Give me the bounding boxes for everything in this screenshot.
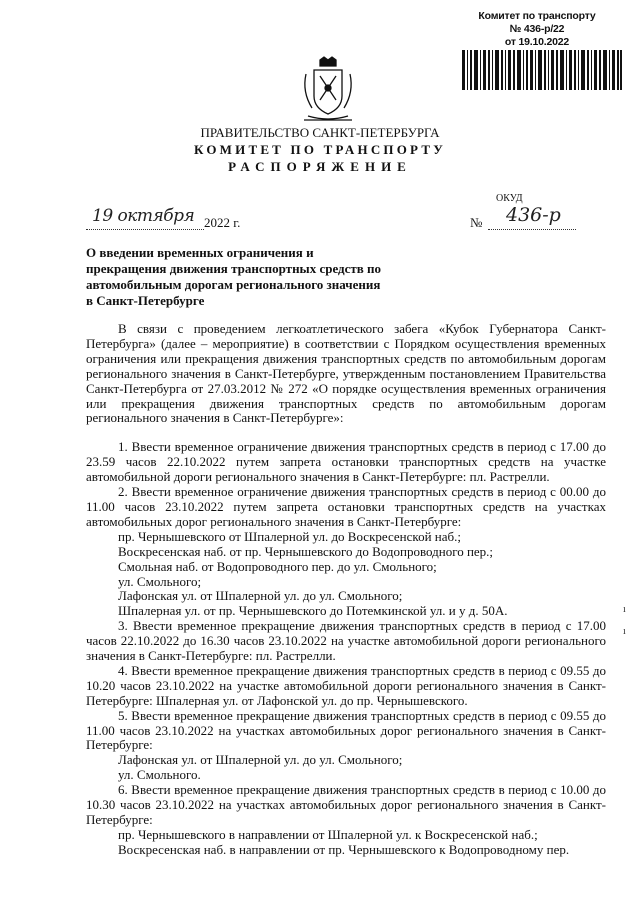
order-item: 6. Ввести временное прекращение движения транспортных средств в период с 10.00 до 10.30 часов 23.10.2022 на участках автомобильных дорог регионального значения в Санкт-Петербурге: — [86, 782, 606, 827]
order-subitem: пр. Чернышевского от Шпалерной ул. до Воскресенской наб.; — [118, 528, 461, 544]
number-handwritten: 436-р — [506, 204, 561, 226]
document-subject: О введении временных ограничения и прекращения движения транспортных средств по автомобильным дорогам регионального значения в Санкт-Петербурге — [86, 245, 382, 308]
order-subitem: Лафонская ул. от Шпалерной ул. до ул. Смольного; — [118, 752, 403, 768]
registration-stamp — [452, 10, 622, 49]
number-underline — [488, 229, 576, 230]
okud-label: ОКУД — [496, 193, 523, 204]
preamble-paragraph: В связи с проведением легкоатлетического забега «Кубок Губернатора Санкт-Петербурга» (далее – мероприятие) в соответствии с Порядком осуществления временных ограничения или прекращения движения транспортных средств по автомобильным дорогам регионального значения в Санкт-Петербурге, утвержденным постановлением Правительства Санкт-Петербурга от 27.03.2012 № 272 «О порядке осуществления временных ограничения или прекращения движения транспортных средств по автомобильным дорогам регионального значения в Санкт-Петербурге»: — [86, 321, 606, 426]
date-handwritten: 19 октября — [92, 206, 195, 226]
committee-title: КОМИТЕТ ПО ТРАНСПОРТУ — [194, 142, 446, 157]
order-subitem: ул. Смольного; — [118, 573, 202, 589]
order-item: 5. Ввести временное прекращение движения транспортных средств в период с 09.55 до 11.00 часов 23.10.2022 на участках автомобильных дорог регионального значения в Санкт-Петербурге: — [86, 707, 606, 753]
order-subitem: Смольная наб. от Водопроводного пер. до ул. Смольного; — [118, 558, 437, 574]
barcode-icon — [462, 50, 622, 90]
order-subitem: пр. Чернышевского в направлении от Шпалерной ул. к Воскресенской наб.; — [118, 826, 538, 842]
order-item: 1. Ввести временное ограничение движения транспортных средств в период с 17.00 до 23.59 часов 22.10.2022 путем запрета остановки транспортных средств на участке автомобильной дороги регионального значения в Санкт-Петербурге: пл. Растрелли. — [86, 439, 606, 485]
order-subitem: Лафонская ул. от Шпалерной ул. до ул. Смольного; — [118, 588, 403, 604]
stamp-line-date: от 19.10.2022 — [504, 36, 570, 48]
order-subitem: Шпалерная ул. от пр. Чернышевского до Потемкинской ул. и у д. 50А. — [118, 603, 508, 619]
order-subitem: ул. Смольного. — [118, 767, 201, 783]
date-underline — [86, 229, 204, 230]
order-items — [86, 440, 606, 857]
coat-of-arms-icon — [300, 56, 356, 124]
margin-mark: ı — [623, 604, 626, 615]
order-item: 4. Ввести временное прекращение движения транспортных средств в период с 09.55 до 10.20 часов 23.10.2022 на участке автомобильной дороги регионального значения в Санкт-Петербурге: Шпалерная ул. от Лафонской ул. до пр. Чернышевского. — [86, 662, 606, 708]
order-item: 2. Ввести временное ограничение движения транспортных средств в период с 00.00 до 11.00 часов 23.10.2022 путем запрета остановки транспортных средств на участках автомобильных дорог регионального значения в Санкт-Петербурге: — [86, 484, 606, 529]
order-item: 3. Ввести временное прекращение движения транспортных средств в период с 17.00 часов 22.10.2022 до 16.30 часов 23.10.2022 на участке автомобильной дороги регионального значения в Санкт-Петербурге: пл. Растрелли. — [86, 618, 606, 664]
number-label: № — [470, 215, 483, 230]
margin-mark: ı — [623, 626, 626, 637]
order-subitem: Воскресенская наб. в направлении от пр. Чернышевского к Водопроводному пер. — [118, 841, 570, 857]
government-title: ПРАВИТЕЛЬСТВО САНКТ-ПЕТЕРБУРГА — [200, 125, 440, 140]
document-type: РАСПОРЯЖЕНИЕ — [228, 159, 412, 174]
date-year: 2022 г. — [204, 215, 241, 230]
stamp-line-number: № 436-р/22 — [509, 23, 565, 35]
order-subitem: Воскресенская наб. от пр. Чернышевского до Водопроводного пер.; — [118, 543, 494, 559]
stamp-line-committee: Комитет по транспорту — [478, 10, 596, 22]
document-body — [86, 322, 606, 858]
